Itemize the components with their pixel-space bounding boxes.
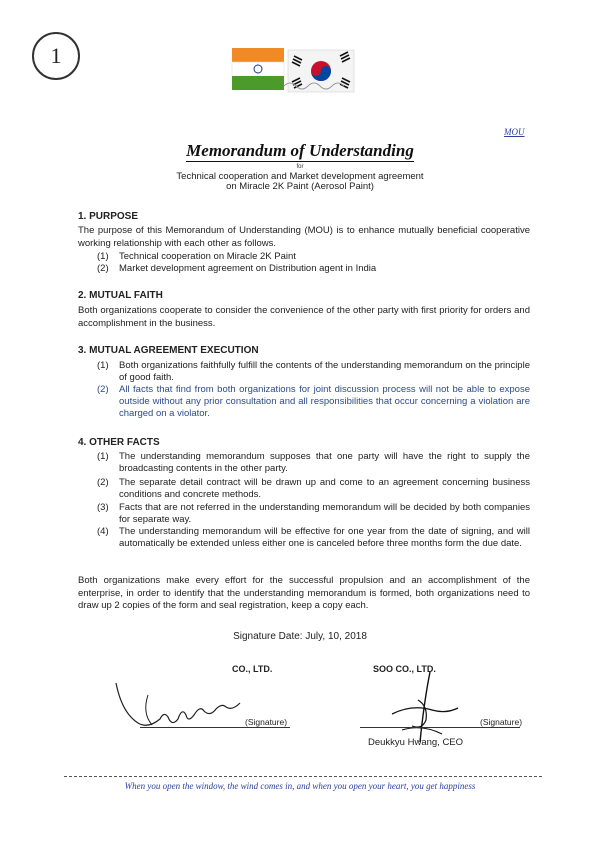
execution-item xyxy=(97,384,530,420)
section-heading-agreement-execution: 3. MUTUAL AGREEMENT EXECUTION xyxy=(78,345,259,356)
item-text: Market development agreement on Distribution agent in India xyxy=(119,263,377,274)
subtitle-line-2: on Miracle 2K Paint (Aerosol Paint) xyxy=(226,181,374,192)
item-text: Both organizations faithfully fulfill the contents of the understanding memorandum on the principle of good faith. xyxy=(119,360,530,383)
footer-slogan: When you open the window, the wind comes in, and when you open your heart, you get happiness xyxy=(124,781,476,791)
left-signature-line xyxy=(140,727,290,728)
execution-item xyxy=(97,360,530,384)
purpose-item xyxy=(97,263,530,275)
item-text: All facts that find from both organizations for joint discussion process will not be able to expose outside without any prior consultation and all responsibilities that occur concerning a violation are charged on a violator. xyxy=(119,384,530,419)
item-text: Facts that are not referred in the understanding memorandum will be decided by both companies for separate way. xyxy=(119,502,530,525)
other-facts-item xyxy=(97,451,530,475)
item-number: (3) xyxy=(97,502,109,513)
item-number: (4) xyxy=(97,526,109,537)
other-facts-item xyxy=(97,477,530,501)
signature-date: Signature Date: July, 10, 2018 xyxy=(233,631,367,642)
other-facts-item xyxy=(97,502,530,526)
item-text: The understanding memorandum supposes that one party will have the right to supply the broadcasting contents in the other party. xyxy=(119,451,530,474)
item-number: (2) xyxy=(97,384,109,395)
item-number: (2) xyxy=(97,263,109,274)
section-heading-purpose: 1. PURPOSE xyxy=(78,211,139,222)
subtitle-line-1: Technical cooperation and Market development agreement xyxy=(176,171,424,182)
handwritten-circled-number: 1 xyxy=(32,32,80,80)
purpose-intro: The purpose of this Memorandum of Understanding (MOU) is to enhance mutually beneficial cooperative working relationship with each other as follows. xyxy=(78,225,530,249)
left-company-name: CO., LTD. xyxy=(232,664,273,674)
india-korea-flag-logo xyxy=(228,46,358,98)
right-company-name: SOO CO., LTD. xyxy=(373,664,436,674)
purpose-item xyxy=(97,251,530,263)
item-number: (1) xyxy=(97,251,109,262)
right-signature-line xyxy=(360,727,520,728)
left-signature-label: (Signature) xyxy=(245,717,288,727)
document-title-text: Memorandum of Understanding xyxy=(186,141,414,160)
document-ref-label: MOU xyxy=(504,127,525,137)
left-handwritten-signature xyxy=(108,675,258,735)
section-heading-mutual-faith: 2. MUTUAL FAITH xyxy=(78,290,163,301)
other-facts-item xyxy=(97,526,530,550)
right-signature-label: (Signature) xyxy=(480,717,523,727)
item-text: The understanding memorandum will be effective for one year from the date of signing, and will automatically be extended unless either one is canceled before three months form the due date. xyxy=(119,526,530,549)
item-text: The separate detail contract will be drawn up and come to an agreement concerning business conditions and concrete methods. xyxy=(119,477,530,500)
footer-divider xyxy=(64,776,542,777)
section-heading-other-facts: 4. OTHER FACTS xyxy=(78,437,160,448)
signatory-name: Deukkyu Hwang, CEO xyxy=(368,737,464,748)
item-number: (1) xyxy=(97,451,109,462)
document-title xyxy=(0,141,600,161)
closing-paragraph: Both organizations make every effort for the successful propulsion and an accomplishment of the enterprise, in order to identify that the understanding memorandum is formed, both organizations need to draw up 2 copies of the form and seal registration, keep a copy each. xyxy=(78,575,530,611)
item-number: (1) xyxy=(97,360,109,371)
item-text: Technical cooperation on Miracle 2K Paint xyxy=(119,251,296,262)
item-number: (2) xyxy=(97,477,109,488)
right-handwritten-signature xyxy=(382,670,462,745)
mutual-faith-text: Both organizations cooperate to consider the convenience of the other party with first priority for orders and accomplishment in the business. xyxy=(78,305,530,329)
subtitle-for: for xyxy=(296,164,304,170)
